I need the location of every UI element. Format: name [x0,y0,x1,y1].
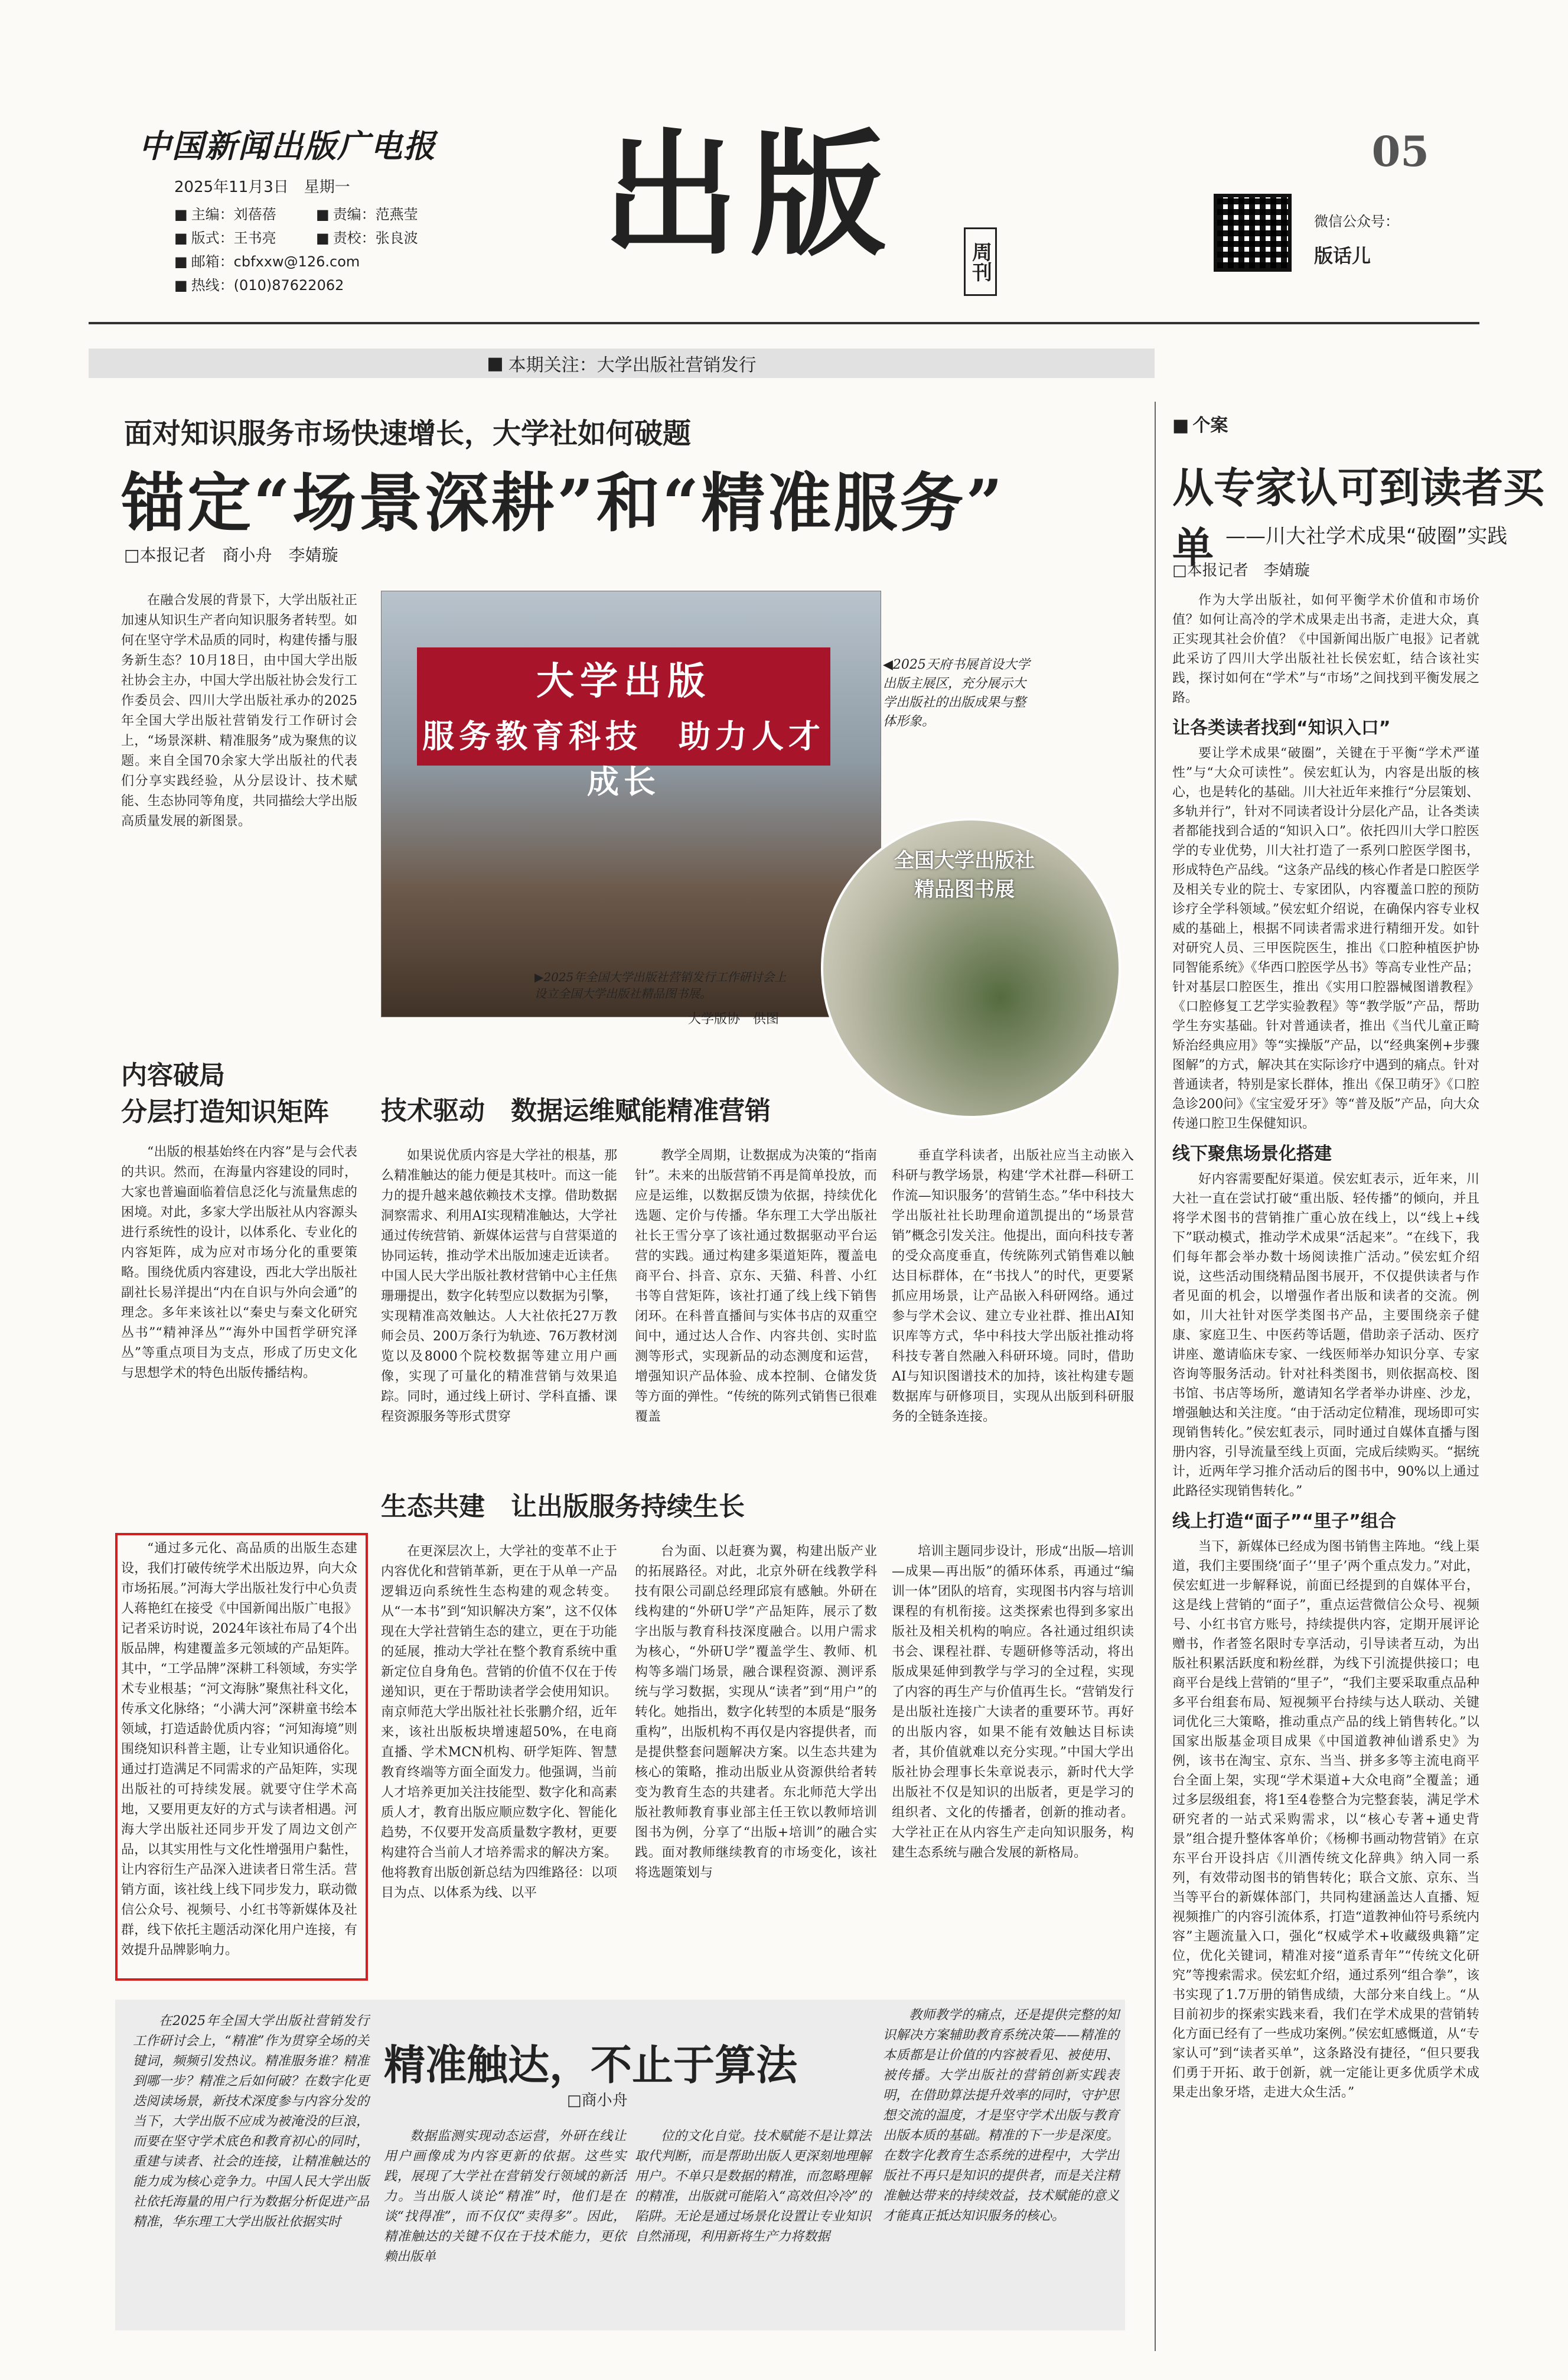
exhibition-photo [821,818,1121,1118]
editor-layout: ■ 版式：王书亮 [174,226,316,250]
sidebar-body [1172,591,1479,2102]
column-divider [1155,402,1156,2351]
sidebar-heading-1: 让各类读者找到“知识入口” [1172,718,1391,738]
sidebar-para-1: 要让学术成果“破圈”，关键在于平衡“学术严谨性”与“大众可读性”。侯宏虹认为，内容是出版的核心，也是转化的基础。川大社近年来推行“分层策划、多轨并行”，针对不同读者设计分层化产品，让各类读者都能找到合适的“知识入口”。依托四川大学口腔医学的专业优势，川大社打造了一系列口腔医学图书，形成特色产品线。“这条产品线的核心作者是口腔医学及相关专业的院士、专家团队，内容覆盖口腔的预防诊疗全学科领域。”侯宏虹介绍说，在确保内容专业权威的基础上，根据不同读者需求进行精细开发。如针对研究人员、三甲医院医生，推出《口腔种植医护协同智能系统》《华西口腔医学丛书》等高专业性产品；针对基层口腔医生，推出《实用口腔器械图谱教程》《口腔修复工艺学实验教程》等“教学版”产品，帮助学生夯实基础。针对普通读者，推出《当代儿童正畸矫治经典应用》等“实操版”产品，以“经典案例+步骤图解”的方式，解决其在实际诊疗中遇到的痛点。针对普通读者，特别是家长群体，推出《保卫萌牙》《口腔急诊200问》《宝宝爱牙牙》等“普及版”产品，向大众传递口腔卫生保健知识。 [1172,746,1479,1131]
book-fair-photo [381,591,881,1017]
photo-banner [417,647,830,800]
photo-banner-slogan: 服务教育科技 助力人才成长 [422,718,825,800]
section-heading-eco: 生态共建 让出版服务持续生长 [381,1492,745,1522]
page-number: 05 [1371,127,1429,176]
wechat-name: 版话儿 [1314,245,1371,267]
editors-list [174,203,458,297]
eco-col-1: 在更深层次上，大学社的变革不止于内容优化和营销革新，更在于从单一产品逻辑迈向系统性生态构建的观念转变。从“一本书”到“知识解决方案”，这不仅体现在大学社营销生态的建立，更在于功能的延展，推动大学社在整个教育系统中重新定位自身角色。营销的价值不仅在于传递知识，更在于帮助读者学会使用知识。南京师范大学出版社社长张鹏介绍，近年来，该社出版板块增速超50%，在电商直播、学术MCN机构、研学矩阵、智慧教育终端等方面全面发力。他强调，当前人才培养更加关注技能型、数字化和高素质人才，教育出版应顺应数字化、智能化趋势，不仅要开发高质量数字教材，更要构建符合当前人才培养需求的解决方案。他将教育出版创新总结为四维路径：以项目为点、以体系为线、以平 [381,1544,617,1900]
commentary-col-4: 教师教学的痛点，还是提供完整的知识解决方案辅助教育系统决策——精准的本质都是让价值的内容被看见、被使用、被传播。大学出版社的营销创新实践表明，在借助算法提升效率的同时，守护思想交流的温度，才是坚守学术出版与教育出版本质的基础。精准的下一步是深度。在数字化教育生态系统的进程中，大学出版社不再只是知识的提供者，而是关注精准触达带来的持续效益，技术赋能的意义才能真正抵达知识服务的核心。 [883,2008,1119,2223]
article-lead: 在融合发展的背景下，大学出版社正加速从知识生产者向知识服务者转型。如何在坚守学术品质的同时，构建传播与服务新生态？10月18日，由中国大学出版社协会主办，中国大学出版社协会发行工作委员会、四川大学出版社承办的2025年全国大学出版社营销发行工作研讨会上，“场景深耕、精准服务”成为聚焦的议题。来自全国70余家大学出版社的代表们分享实践经验，从分层设计、技术赋能、生态协同等角度，共同描绘大学出版高质量发展的新图景。 [121,593,357,829]
sidebar-para-2: 好内容需要配好渠道。侯宏虹表示，近年来，川大社一直在尝试打破“重出版、轻传播”的倾向，并且将学术图书的营销推广重心放在线上，以“线上+线下”联动模式，推动学术成果“活起来”。“在线下，我们每年都会举办数十场阅读推广活动。”侯宏虹介绍说，这些活动围绕精品图书展开，不仅提供读者与作者见面的机会，以增强作者出版和读者的交流。例如，川大社针对医学类图书产品，主要围绕亲子健康、家庭卫生、中医药等话题，借助亲子活动、医疗讲座、邀请临床专家、一线医师举办知识分享、专家咨询等服务活动。针对社科类图书，则依据高校、图书馆、书店等场所，邀请知名学者举办讲座、沙龙，增强触达和关注度。“由于活动定位精准，现场即可实现销售转化。”侯宏虹表示，同时通过自媒体直播与图册内容，引导流量至线上页面，完成后续购买。“据统计，近两年学习推介活动后的图书中，90%以上通过此路径实现销售转化。” [1172,1172,1479,1499]
sidebar-heading-3: 线上打造“面子”“里子”组合 [1172,1511,1396,1532]
sidebar-heading-2: 线下聚焦场景化搭建 [1172,1144,1332,1164]
photo-credit: 大学版协 供图 [688,1012,780,1027]
wechat-account [1314,210,1399,268]
qr-code-icon[interactable] [1214,194,1292,272]
sidebar-headline: 从专家认可到读者买单 [1172,463,1544,572]
highlight-text: “通过多元化、高品质的出版生态建设，我们打破传统学术出版边界，向大众市场拓展。”河海大学出版社发行中心负责人蒋艳红在接受《中国新闻出版广电报》记者采访时说，2024年该社布局了4个出版品牌，构建覆盖多元领域的产品矩阵。其中，“工学品牌”深耕工科领域，夯实学术专业根基；“河文海脉”聚焦社科文化，传承文化脉络；“小满大河”深耕童书绘本领域，打造适龄优质内容；“河知海境”则围绕知识科普主题，让专业知识通俗化。通过打造满足不同需求的产品矩阵，实现出版社的可持续发展。就要守住学术高地，又要用更友好的方式与读者相遇。河海大学出版社还同步开发了周边文创产品，以其实用性与文化性增强用户黏性，让内容衍生产品深入进读者日常生活。营销方面，该社线上线下同步发力，联动微信公众号、视频号、小红书等新媒体及社群，线下依托主题活动深化用户连接，有效提升品牌影响力。 [121,1541,357,1958]
tech-col-2: 教学全周期，让数据成为决策的“指南针”。未来的出版营销不再是简单投放，而应是运维，以数据反馈为依据，持续优化选题、定价与传播。华东理工大学出版社社长王雪分享了该社通过数据驱动平台运营的实践。通过构建多渠道矩阵，覆盖电商平台、抖音、京东、天猫、科普、小红书等自营矩阵，该社打通了线上线下销售闭环。在科普直播间与实体书店的双重空间中，通过达人合作、内容共创、实时监测等形式，实现新品的动态测度和运营，增强知识产品体验、成本控制、仓储发货等方面的弹性。“传统的陈列式销售已很难覆盖 [635,1148,877,1424]
section-subtitle: 周刊 [964,227,997,296]
commentary-col-2: 数据监测实现动态运营，外研在线让用户画像成为内容更新的依据。这些实践，展现了大学社在营销发行领域的新活力。当出版人谈论“精准”时，他们是在谈“找得准”，而不仅仅“卖得多”。因此，精准触达的关键不仅在于技术能力，更依赖出版单 [384,2129,626,2264]
commentary-intro: 在2025年全国大学出版社营销发行工作研讨会上，“精准”作为贯穿全场的关键词，频频引发热议。精准服务谁？精准到哪一步？精准之后如何破？在数字化更迭阅读场景，新技术深度参与内容分发的当下，大学出版不应成为被淹没的巨浪，而要在坚守学术底色和教育初心的同时，重建与读者、社会的连接，让精准触达的能力成为核心竞争力。中国人民大学出版社依托海量的用户行为数据分析促进产品精准，华东理工大学出版社依据实时 [133,2014,369,2229]
hotline: ■ 热线：(010)87622062 [174,274,344,297]
sidebar-subhead: ——川大社学术成果“破圈”实践 [1225,525,1508,548]
section-content [121,1057,357,1383]
photo-banner-title: 大学出版 [536,660,711,704]
editor-proofread: ■ 责校：张良波 [316,226,458,250]
photo-caption-1: ◀2025天府书展首设大学出版主展区，充分展示大学出版社的出版成果与整体形象。 [883,657,1030,729]
article-kicker: 面对知识服务市场快速增长，大学社如何破题 [124,417,692,450]
commentary-title: 精准触达，不止于算法 [384,2040,797,2089]
tech-col-3: 垂直学科读者，出版社应当主动嵌入科研与教学场景，构建‘学术社群—科研工作流—知识服务’的营销生态。”华中科技大学出版社社长助理俞道凯提出的“场景营销”概念引发关注。他提出，面向科技专著的受众高度垂直，传统陈列式销售难以触达目标群体，在“书找人”的时代，更要紧抓应用场景，让产品嵌入科研网络。通过参与学术会议、建立专业社群、推出AI知识库等方式，华中科技大学出版社推动将科技专著自然融入科研环境。同时，借助AI与知识图谱技术的加持，该社构建专题数据库与研修项目，实现从出版到科研服务的全链条连接。 [892,1148,1134,1424]
commentary-author: □商小舟 [567,2092,628,2109]
article-headline: 锚定“场景深耕”和“精准服务” [121,466,1005,541]
section-heading-tech: 技术驱动 数据运维赋能精准营销 [381,1096,771,1126]
editor-chief: ■ 主编：刘蓓蓓 [174,203,316,226]
masthead-info [139,121,458,297]
tech-col-1: 如果说优质内容是大学社的根基，那么精准触达的能力便是其枝叶。而这一能力的提升越来越依赖技术支撑。借助数据洞察需求、利用AI实现精准触达，大学社通过传统营销、新媒体运营与自营渠道的协同运转，推动学术出版加速走近读者。中国人民大学出版社教材营销中心主任焦珊珊提出，数字化转型应以数据为引擎，实现精准高效触达。人大社依托27万教师会员、200万条行为轨迹、76万教材浏览以及8000个院校数据等建立用户画像，实现了可量化的精准营销与效果追踪。同时，通过线上研讨、学科直播、课程资源服务等形式贯穿 [381,1148,617,1424]
paper-name: 中国新闻出版广电报 [139,127,436,165]
exhibition-label: 全国大学出版社 精品图书展 [894,849,1035,901]
photo-caption-2: ▶2025年全国大学出版社营销发行工作研讨会上设立全国大学出版社精品图书展。 [534,970,787,1001]
email: ■ 邮箱：cbfxxw@126.com [174,250,360,274]
sidebar-tag: ■ 个案 [1172,411,1228,437]
sidebar-intro: 作为大学出版社，如何平衡学术价值和市场价值？如何让高冷的学术成果走出书斋，走进大众，真正实现其社会价值？《中国新闻出版广电报》记者就此采访了四川大学出版社社长侯宏虹，结合该社实践，探讨如何在“学术”与“市场”之间找到平衡发展之路。 [1172,593,1479,705]
issue-date: 2025年11月3日 星期一 [174,178,350,196]
sidebar-para-3: 当下，新媒体已经成为图书销售主阵地。“线上渠道，我们主要围绕‘面子’‘里子’两个重点发力。”对此，侯宏虹进一步解释说，前面已经提到的自媒体平台，这是线上营销的“面子”，重点运营微信公众号、视频号、小红书官方账号，持续提供内容，定期开展评论赠书，作者签名限时专享活动，引导读者互动，为出版社积累活跃度和粉丝群，为线下引流提供接口；电商平台是线上营销的“里子”，“我们主要采取重点品种多平台组套布局、短视频平台持续与达人联动、关键词优化三大策略，推动重点产品的线上销售转化。”以国家出版基金项目成果《中国道教神仙谱系史》为例，该书在淘宝、京东、当当、拼多多等主流电商平台全面上架，实现“学术渠道+大众电商”全覆盖；通过多层级组套，将1至4卷整合为完整套装，满足学术研究者的一站式采购需求，以“核心专著+通史背景”组合提升整体客单价；《杨柳书画动物营销》在京东平台开设抖店《川酒传统文化辞典》纳入同一系列，有效带动图书的销售转化；联合文旅、京东、当当等平台的新媒体部门，共同构建涵盖达人直播、短视频推广的内容引流体系，打造“道教神仙符号系统内容”主题流量入口，强化“权威学术+收藏级典籍”定位，优化关键词，精准对接“道系青年”“传统文化研究”等搜索需求。侯宏虹介绍，通过系列“组合拳”，该书实现了1.7万册的销售成绩，大部分来自线上。“从目前初步的探索实践来看，我们在学术成果的营销转化方面已经有了一些成功案例。”侯宏虹感慨道，从“专家认可”到“读者买单”，这条路没有捷径，“但只要我们勇于开拓、敢于创新，就一定能让更多优质学术成果走出象牙塔，走进大众生活。” [1172,1539,1479,2100]
eco-col-3: 培训主题同步设计，形成“出版—培训—成果—再出版”的循环体系，再通过“编训一体”团队的培育，实现图书内容与培训课程的有机衔接。这类探索也得到多家出版社及相关机构的响应。各社通过组织读书会、课程社群、专题研修等活动，将出版成果延伸到教学与学习的全过程，实现了内容的再生产与价值再生长。“营销发行是出版社连接广大读者的重要环节。再好的出版内容，如果不能有效触达目标读者，其价值就难以充分实现。”中国大学出版社协会理事长朱章说表示，新时代大学出版社不仅是知识的出版者，更是学习的组织者、文化的传播者，创新的推动者。大学社正在从内容生产走向知识服务，构建生态系统与融合发展的新格局。 [892,1544,1134,1860]
section-heading-content: 内容破局 分层打造知识矩阵 [121,1060,329,1127]
sidebar-byline: □ 本报记者 李婧璇 [1172,558,1310,580]
section-title: 出版 [602,115,898,275]
divider [89,322,1479,324]
editor-responsible: ■ 责编：范燕莹 [316,203,458,226]
commentary-col-3: 位的文化自觉。技术赋能不是让算法取代判断，而是帮助出版人更深刻地理解用户。不单只是数据的精准，而忽略理解的精准，出版就可能陷入“高效但冷冷”的陷阱。无论是通过场景化设置让专业知识自然涌现，利用新将生产力将数据 [635,2129,871,2244]
section-content-text: “出版的根基始终在内容”是与会代表的共识。然而，在海量内容建设的同时，大家也普遍面临着信息泛化与流量焦虑的困境。对此，多家大学出版社从内容源头进行系统性的设计，以体系化、专业化的内容矩阵，成为应对市场分化的重要策略。围绕优质内容建设，西北大学出版社副社长易洋提出“内在自识与外向会通”的理念。多年来该社以“秦史与秦文化研究丛书”“精神泽丛”“海外中国哲学研究泽丛”等重点项目为支点，形成了历史文化与思想学术的特色出版传播结构。 [121,1145,357,1381]
article-byline: □ 本报记者 商小舟 李婧璇 [124,542,338,566]
eco-col-2: 台为面、以赶赛为翼，构建出版产业的拓展路径。对此，北京外研在线教学科技有限公司副总经理邱宸有感触。外研在线构建的“外研U学”产品矩阵，展示了数字出版与教育科技深度融合。以用户需求为核心，“外研U学”覆盖学生、教师、机构等多端门场景，融合课程资源、测评系统与学习数据，实现从“读者”到“用户”的转化。她指出，数字化转型的本质是“服务重构”，出版机构不再仅是内容提供者，而是提供整套问题解决方案。以生态共建为核心的策略，推动出版业从资源供给者转变为教育生态的共建者。东北师范大学出版社教师教育事业部主任王钦以教师培训图书为例，分享了“出版+培训”的融合实践。面对教师继续教育的市场变化，该社将选题策划与 [635,1544,877,1880]
focus-bar: ■ 本期关注：大学出版社营销发行 [89,349,1155,378]
wechat-label: 微信公众号： [1314,213,1399,230]
